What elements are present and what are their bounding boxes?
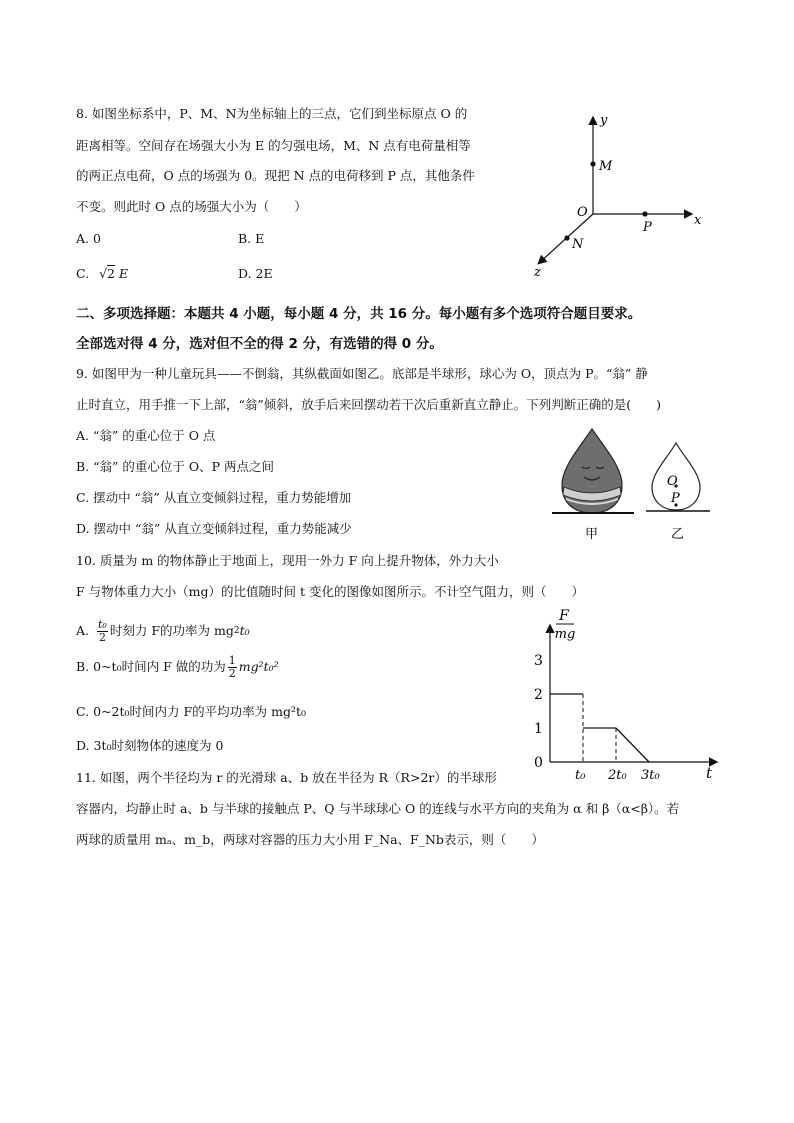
q8-line1: 8. 如图坐标系中，P、M、N为坐标轴上的三点，它们到坐标原点 O 的 xyxy=(76,106,468,121)
point-p xyxy=(642,211,647,216)
q10-option-a: A. $\frac{\text{t₀}}{2}$ 时刻力 F的功率为 mg 2 t₀ xyxy=(76,617,250,644)
q9-option-b: B. “翁” 的重心位于 O、P 两点之间 xyxy=(76,459,274,474)
label-z: z xyxy=(534,265,541,280)
chart-y-tick-label: 2 xyxy=(534,687,543,703)
label-jia: 甲 xyxy=(585,527,599,542)
label-p: P xyxy=(671,491,680,506)
q10-option-c: C. 0~2t₀时间内力 F的平均功率为 mg²t₀ xyxy=(76,704,306,719)
q8-option-c-suffix: E xyxy=(118,266,129,281)
q8-option-b: B. E xyxy=(238,231,265,246)
q8-line3: 的两正点电荷，O 点的场强为 0。现把 N 点的电荷移到 P 点，其他条件 xyxy=(76,168,475,183)
label-p: P xyxy=(643,220,652,235)
q10-option-b-fraction xyxy=(228,655,237,680)
q9-line2: 止时直立，用手推一下上部，“翁”倾斜，放手后来回摆动若干次后重新直立静止。下列判断正确的是( ) xyxy=(76,397,662,412)
q8-option-c-prefix: C. xyxy=(76,266,90,281)
label-m: M xyxy=(599,159,613,174)
tumbler-cross-section xyxy=(646,443,710,511)
q10-option-b xyxy=(76,649,279,685)
chart-x-tick-label: 3t₀ xyxy=(641,768,660,783)
q8-option-a: A. 0 xyxy=(76,231,101,246)
q11-line3: 两球的质量用 mₐ、m_b，两球对容器的压力大小用 F_Na、F_Nb表示，则（ ） xyxy=(76,832,544,847)
q10-option-a-fraction xyxy=(97,619,108,644)
point-m xyxy=(590,161,595,166)
chart-x-tick-label: 2t₀ xyxy=(608,768,627,783)
q10-option-b-tail: mg²t₀² xyxy=(238,659,279,674)
q9-tumbler-figure xyxy=(550,425,720,545)
chart-y-tick-label: 0 xyxy=(534,755,543,771)
label-x: x xyxy=(694,213,702,228)
q10-option-a-text: 时刻力 F的功率为 mg xyxy=(109,623,234,638)
q8-coordinate-figure xyxy=(525,108,715,280)
fraction-denominator: 2 xyxy=(98,630,106,644)
q8-option-d: D. 2E xyxy=(238,266,273,281)
chart-y-tick-label: 1 xyxy=(534,721,543,737)
label-o: O xyxy=(667,474,678,489)
q10-option-a-tail: t₀ xyxy=(239,623,250,638)
fraction-numerator: 1 xyxy=(228,653,236,667)
label-n: N xyxy=(572,237,584,252)
q11-line2: 容器内，均静止时 a、b 与半球的接触点 P、Q 与半球球心 O 的连线与水平方向的夹角为 α 和 β（α<β）。若 xyxy=(76,801,680,816)
q9-option-c: C. 摆动中 “翁” 从直立变倾斜过程，重力势能增加 xyxy=(76,490,352,505)
chart-x-tick-label: t₀ xyxy=(575,768,586,783)
q8-option-c-radicand: 2 xyxy=(107,266,115,281)
fraction-numerator: t₀ xyxy=(98,617,107,631)
label-y: y xyxy=(600,113,608,128)
chart-series-segment xyxy=(616,728,649,762)
q9-line1: 9. 如图甲为一种儿童玩具——不倒翁，其纵截面如图乙。底部是半球形，球心为 O，顶点为 P。“翁” 静 xyxy=(76,366,648,381)
tumbler-toy-illustration xyxy=(552,429,634,513)
q8-line4: 不变。则此时 O 点的场强大小为（ ） xyxy=(76,199,307,214)
q8-line2: 距离相等。空间存在场强大小为 E 的匀强电场，M、N 点有电荷量相等 xyxy=(76,138,471,153)
q10-line2: F 与物体重力大小（mg）的比值随时间 t 变化的图像如图所示。不计空气阻力，则（ ） xyxy=(76,584,584,599)
chart-ylabel-denominator: mg xyxy=(554,627,576,642)
q10-option-a-prefix: A. xyxy=(76,623,90,638)
q10-option-d: D. 3t₀时刻物体的速度为 0 xyxy=(76,738,224,753)
q8-option-c: C. √2 E xyxy=(76,266,129,281)
q10-option-b-text: B. 0~t₀时间内 F 做的功为 xyxy=(76,659,226,674)
chart-ylabel-numerator: F xyxy=(559,608,569,624)
fraction-denominator: 2 xyxy=(228,666,236,680)
label-o: O xyxy=(577,205,588,220)
label-yi: 乙 xyxy=(671,527,685,542)
q9-option-a: A. “翁” 的重心位于 O 点 xyxy=(76,428,216,443)
q10-line1: 10. 质量为 m 的物体静止于地面上，现用一外力 F 向上提升物体，外力大小 xyxy=(76,553,499,568)
q11-line1: 11. 如图，两个半径均为 r 的光滑球 a、b 放在半径为 R（R>2r）的半球形 xyxy=(76,770,497,785)
chart-y-tick-label: 3 xyxy=(534,653,543,669)
section-heading-line1: 二、多项选择题：本题共 4 小题，每小题 4 分，共 16 分。每小题有多个选项符合题目要求。 xyxy=(76,306,642,322)
section-heading-line2: 全部选对得 4 分，选对但不全的得 2 分，有选错的得 0 分。 xyxy=(76,336,443,352)
chart-xlabel: t xyxy=(706,764,713,782)
point-n xyxy=(564,235,569,240)
q9-option-d: D. 摆动中 “翁” 从直立变倾斜过程，重力势能减少 xyxy=(76,521,352,536)
q10-force-ratio-chart xyxy=(520,608,725,786)
